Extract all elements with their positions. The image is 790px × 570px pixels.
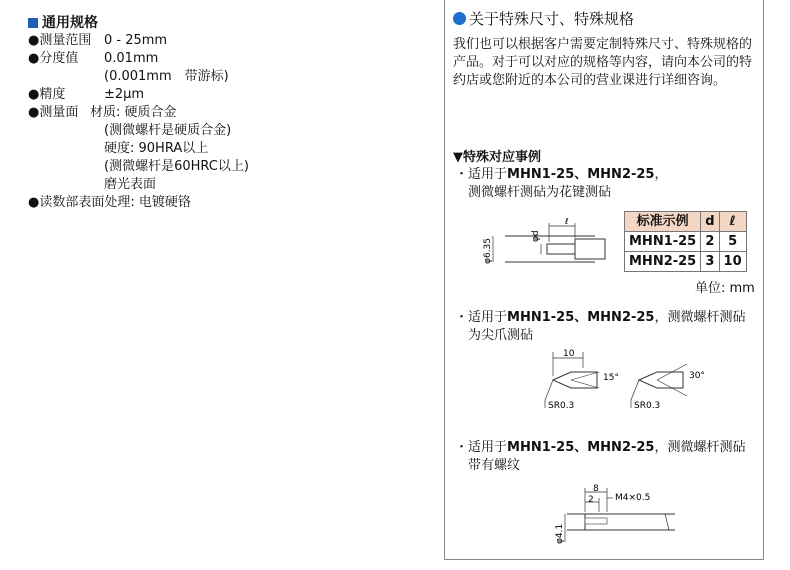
dim-phi41-label: φ4.1 bbox=[555, 523, 565, 544]
spec-row bbox=[28, 86, 428, 104]
spline-anvil-figure bbox=[475, 218, 625, 272]
cases-heading: ▼特殊对应事例 bbox=[453, 150, 541, 165]
circle-bullet-icon bbox=[453, 12, 466, 25]
spec-value: ±2μm bbox=[104, 87, 145, 102]
standard-example-table bbox=[624, 211, 747, 272]
spec-value: (测微螺杆是硬质合金) bbox=[104, 123, 232, 138]
square-bullet-icon bbox=[28, 18, 38, 28]
spec-value: 硬度: 90HRA以上 bbox=[104, 141, 209, 156]
general-specs bbox=[28, 14, 428, 212]
dim-sr1-label: SR0.3 bbox=[548, 401, 575, 411]
dim-2-label: 2 bbox=[588, 495, 594, 505]
table-header: ℓ bbox=[719, 212, 746, 232]
dim-l-label: ℓ bbox=[565, 218, 569, 227]
spec-value: 0.01mm bbox=[104, 51, 159, 66]
table-header: 标准示例 bbox=[625, 212, 701, 232]
spec-label: ●精度 bbox=[28, 87, 66, 102]
table-cell: 3 bbox=[701, 252, 719, 272]
spec-value: (测微螺杆是60HRC以上) bbox=[104, 159, 249, 174]
spec-label: ●测量范围 bbox=[28, 33, 92, 48]
table-row bbox=[625, 252, 747, 272]
spec-value: (0.001mm 带游标) bbox=[104, 69, 229, 84]
dim-phi635-label: φ6.35 bbox=[483, 238, 493, 264]
table-cell: MHN2-25 bbox=[625, 252, 701, 272]
spec-row bbox=[28, 194, 428, 212]
spec-value: 磨光表面 bbox=[104, 177, 157, 192]
spec-row bbox=[28, 104, 428, 194]
table-cell: 2 bbox=[701, 232, 719, 252]
unit-label: 单位: mm bbox=[695, 281, 755, 296]
dim-sr2-label: SR0.3 bbox=[634, 401, 661, 411]
dim-phid-label: φd bbox=[531, 230, 541, 242]
table-row bbox=[625, 232, 747, 252]
dim-15deg-label: 15° bbox=[603, 373, 619, 383]
spec-value: 材质: 硬质合金 bbox=[90, 105, 177, 120]
table-cell: 5 bbox=[719, 232, 746, 252]
general-specs-title: 通用规格 bbox=[28, 14, 428, 32]
dim-m4-label: M4×0.5 bbox=[615, 493, 651, 503]
dim-10-label: 10 bbox=[563, 349, 575, 359]
table-header-row bbox=[625, 212, 747, 232]
spec-row bbox=[28, 32, 428, 50]
case-threaded-anvil: ・适用于MHN1-25、MHN2-25，测微螺杆测砧 带有螺纹 bbox=[455, 440, 746, 473]
special-spec-panel bbox=[444, 0, 764, 560]
intro-text: 我们也可以根据客户需要定制特殊尺寸、特殊规格的产品。对于可以对应的规格等内容，请向本公司的特约店或您附近的本公司的营业课进行详细咨询。 bbox=[453, 37, 753, 88]
spec-full-line: ●读数部表面处理: 电镀硬铬 bbox=[28, 195, 191, 210]
dim-30deg-label: 30° bbox=[689, 371, 705, 381]
spec-label: ●测量面 bbox=[28, 105, 79, 120]
table-cell: MHN1-25 bbox=[625, 232, 701, 252]
spec-value: 0 - 25mm bbox=[104, 33, 168, 48]
case-spline-anvil: ・适用于MHN1-25、MHN2-25， 测微螺杆测砧为花键测砧 bbox=[455, 167, 668, 200]
dim-8-label: 8 bbox=[593, 484, 599, 494]
case-pointed-anvil: ・适用于MHN1-25、MHN2-25，测微螺杆测砧 为尖爪测砧 bbox=[455, 310, 746, 343]
threaded-anvil-figure bbox=[545, 482, 685, 548]
special-spec-title: 关于特殊尺寸、特殊规格 bbox=[453, 8, 634, 29]
table-cell: 10 bbox=[719, 252, 746, 272]
spec-label: ●分度值 bbox=[28, 51, 79, 66]
spec-row bbox=[28, 50, 428, 86]
pointed-anvil-figure bbox=[537, 346, 707, 412]
table-header: d bbox=[701, 212, 719, 232]
